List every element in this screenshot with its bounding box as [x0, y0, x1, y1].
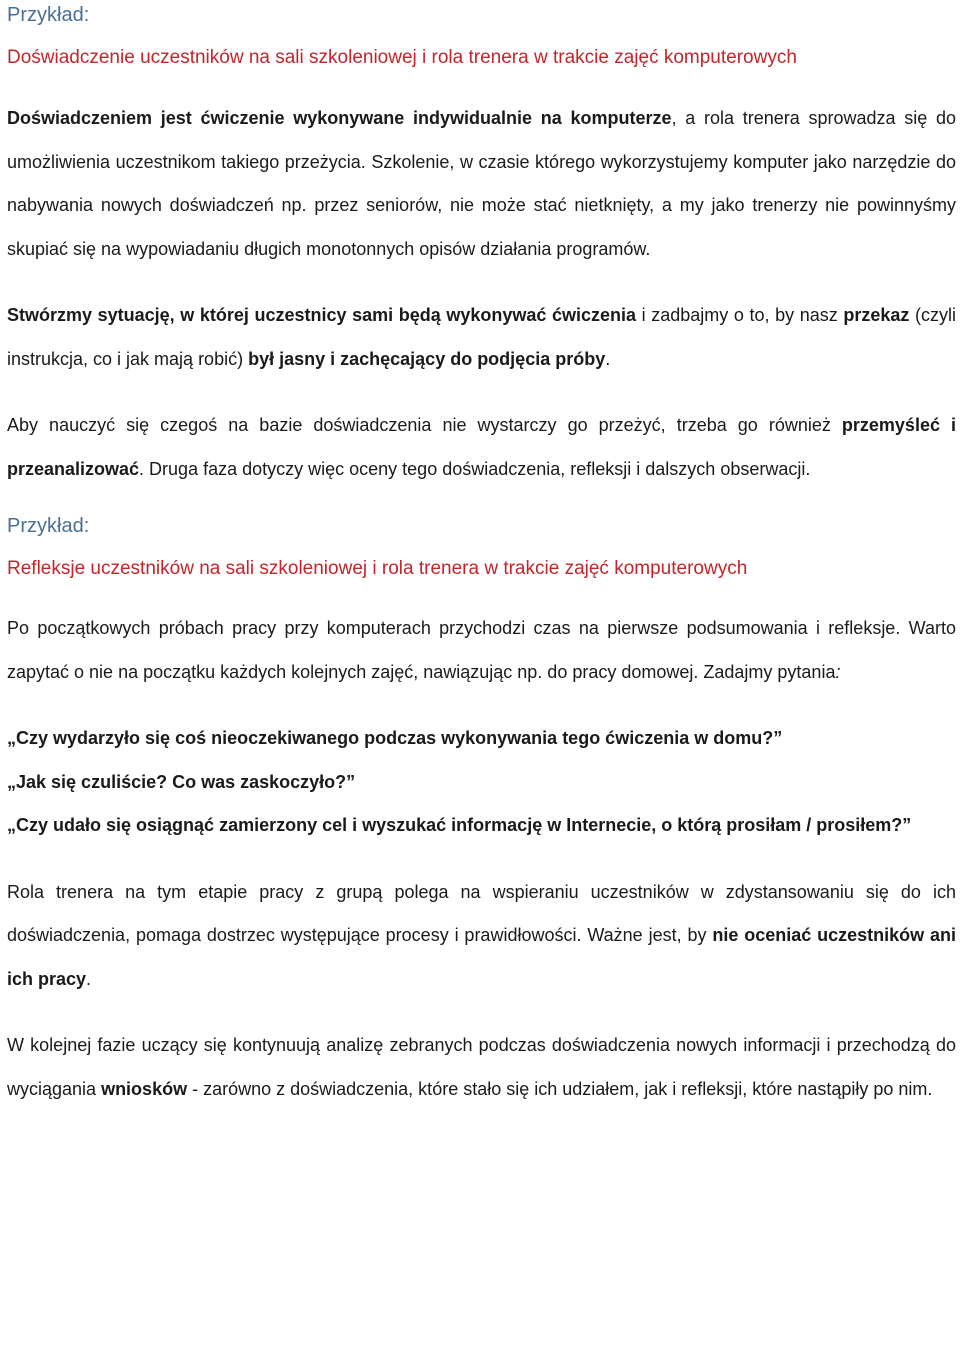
body-text: Aby nauczyć się czegoś na bazie doświadczenia nie wystarczy go przeżyć, trzeba go również: [7, 415, 842, 435]
example-label: Przykład:: [7, 4, 90, 26]
body-text: - zarówno z doświadczenia, które stało się ich udziałem, jak i refleksji, które nastąpiły po nim.: [187, 1078, 933, 1099]
question-item: „Jak się czuliście? Co was zaskoczyło?”: [7, 771, 356, 792]
bold-text: przemyśleć i przeanalizować: [7, 415, 957, 479]
bold-text: Stwórzmy sytuację, w której uczestnicy sami będą wykonywać ćwiczenia: [7, 305, 637, 325]
body-text: i zadbajmy o to, by nasz: [636, 305, 844, 325]
body-text: W kolejnej fazie uczący się kontynuują analizę zebranych podczas doświadczenia nowych informacji i przechodzą do wyciągania: [7, 1035, 956, 1099]
body-text: . Druga faza dotyczy więc oceny tego doświadczenia, refleksji i dalszych obserwacji.: [139, 458, 811, 479]
example-label: Przykład:: [7, 515, 90, 537]
bold-text: Doświadczeniem jest ćwiczenie wykonywane indywidualnie na komputerze: [7, 108, 672, 128]
question-list: [7, 717, 956, 848]
paragraph-first-summaries: [7, 607, 956, 694]
bold-text: nie oceniać uczestników ani ich pracy: [7, 925, 957, 989]
bold-text: był jasny i zachęcający do podjęcia próby: [248, 348, 606, 369]
body-text: .: [86, 968, 92, 989]
section-heading-reflection: Refleksje uczestników na sali szkoleniowej i rola trenera w trakcie zajęć komputerowych: [7, 558, 748, 579]
question-item: „Czy wydarzyło się coś nieoczekiwanego podczas wykonywania tego ćwiczenia w domu?”: [7, 728, 783, 748]
paragraph-reflection-intro: [7, 404, 956, 491]
body-text: , a rola trenera sprowadza się do umożliwienia uczestnikom takiego przeżycia. Szkolenie, w czasie którego wykorzystujemy komputer jako narzędzie do nabywania nowych doświadczeń np. przez seniorów, nie może stać nietknięty, a my jako trenerzy nie powinnyśmy skupiać się na wypowiadaniu długich monotonnych opisów działania programów.: [7, 108, 956, 259]
paragraph-conclusions: [7, 1024, 956, 1111]
question-item: „Czy udało się osiągnąć zamierzony cel i wyszukać informację w Internecie, o którą prosiłam / prosiłem?”: [7, 815, 912, 835]
paragraph-trainer-role: [7, 871, 956, 1002]
body-text: Rola trenera na tym etapie pracy z grupą polega na wspieraniu uczestników w zdystansowaniu się do ich doświadczenia, pomaga dostrzec występujące procesy i prawidłowości. Ważne jest, by: [7, 881, 956, 945]
body-text: Po początkowych próbach pracy przy komputerach przychodzi czas na pierwsze podsumowania i refleksje. Warto zapytać o nie na początku każdych kolejnych zajęć, nawiązując np. do pracy domowej. Zadajmy pytania: [7, 618, 956, 682]
body-text: (czyli instrukcja, co i jak mają robić): [7, 305, 956, 369]
bold-text: wniosków: [101, 1078, 188, 1099]
bold-text: przekaz: [843, 305, 910, 325]
paragraph-situation: [7, 294, 956, 381]
body-text: .: [605, 348, 611, 369]
paragraph-experience: [7, 97, 956, 271]
section-heading-experience: Doświadczenie uczestników na sali szkoleniowej i rola trenera w trakcie zajęć komputerowych: [7, 47, 797, 68]
italic-text: :: [835, 661, 841, 682]
